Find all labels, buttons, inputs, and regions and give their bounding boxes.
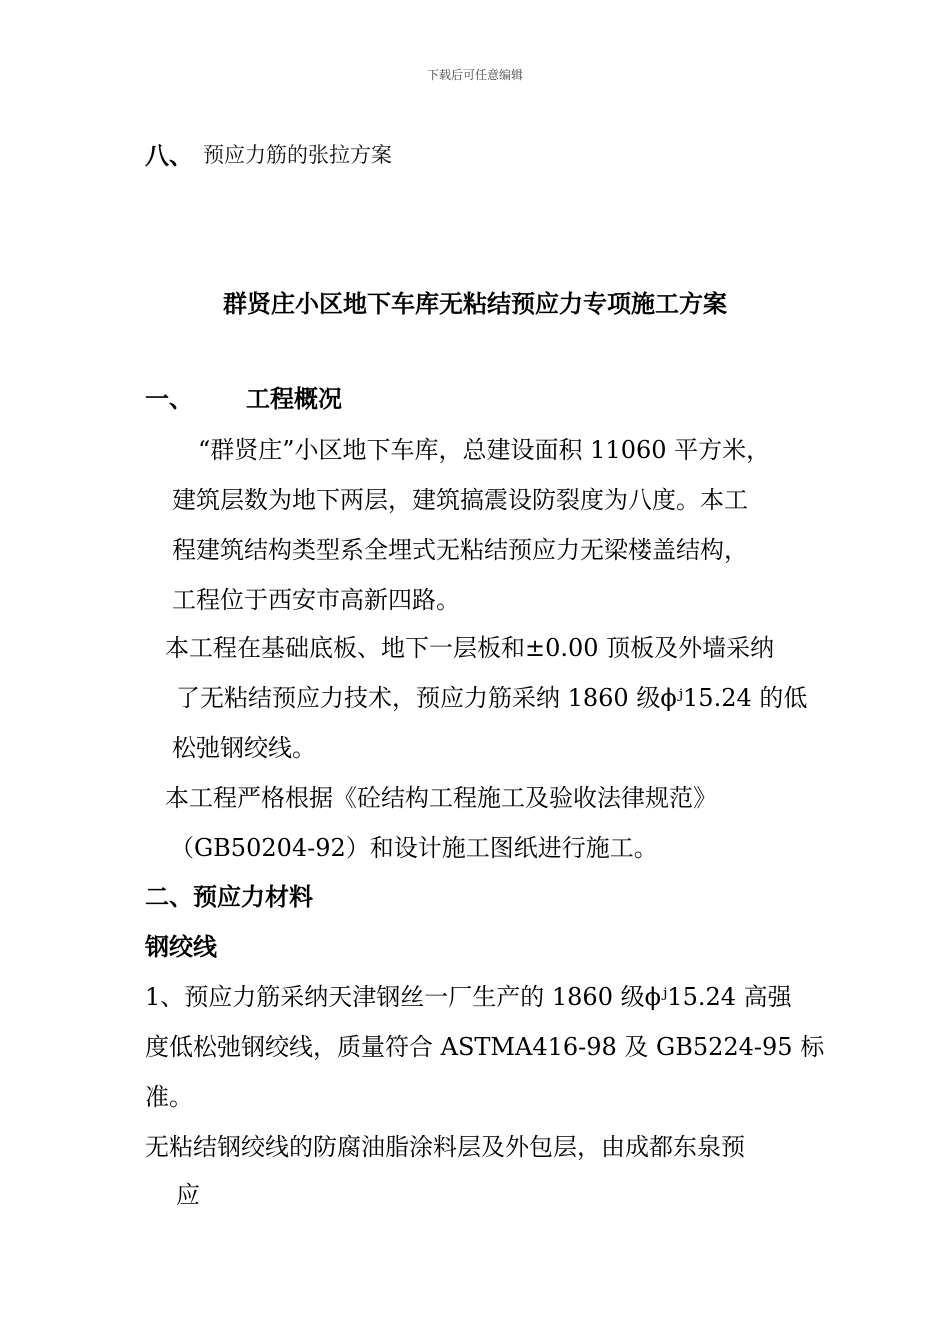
header-note: 下载后可任意编辑	[426, 68, 523, 82]
section1-number: 一、	[145, 385, 193, 413]
section1-title: 工程概况	[246, 385, 342, 413]
section1-para2-line2: 了无粘结预应力技术，预应力筋采纳 1860 级ϕʲ15.24 的低	[176, 684, 808, 712]
section1-para1-line4: 工程位于西安市高新四路。	[172, 586, 460, 614]
section2-subtitle: 钢绞线	[145, 933, 217, 961]
section1-para3-line2: （GB50204-92）和设计施工图纸进行施工。	[170, 834, 658, 862]
section1-para1-line3: 程建筑结构类型系全埋式无粘结预应力无梁楼盖结构，	[172, 536, 748, 564]
section2-para-line2: 应	[176, 1181, 200, 1209]
section1-para1-line1: “群贤庄”小区地下车库，总建设面积 11060 平方米，	[198, 436, 771, 464]
document-title: 群贤庄小区地下车库无粘结预应力专项施工方案	[223, 290, 727, 318]
section2-para-line1: 无粘结钢绞线的防腐油脂涂料层及外包层，由成都东泉预	[145, 1133, 745, 1161]
section1-para1-line2: 建筑层数为地下两层，建筑搞震设防裂度为八度。本工	[172, 486, 748, 514]
section8-title: 预应力筋的张拉方案	[203, 143, 392, 167]
section2-title: 二、预应力材料	[145, 883, 313, 911]
section2-item1-line1: 1、预应力筋采纳天津钢丝一厂生产的 1860 级ϕʲ15.24 高强	[145, 983, 792, 1011]
section2-item1-line3: 准。	[145, 1083, 193, 1111]
section2-item1-line2: 度低松弛钢绞线，质量符合 ASTMA416-98 及 GB5224-95 标	[145, 1033, 825, 1061]
section8-number: 八、	[145, 142, 193, 170]
section1-para3-line1: 本工程严格根据《砼结构工程施工及验收法律规范》	[165, 784, 717, 812]
section1-para2-line3: 松弛钢绞线。	[172, 734, 316, 762]
section1-para2-line1: 本工程在基础底板、地下一层板和±0.00 顶板及外墙采纳	[165, 634, 775, 662]
